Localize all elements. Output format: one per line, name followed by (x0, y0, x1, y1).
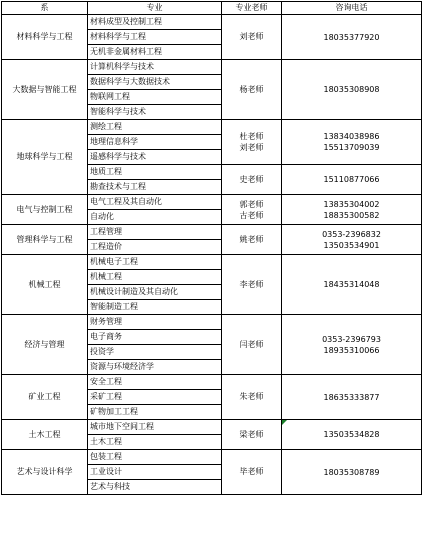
phone-cell (282, 15, 422, 60)
teacher-cell (222, 195, 282, 225)
major-cell: 财务管理 (88, 315, 222, 330)
table-row (2, 120, 422, 135)
phone-number: 18035308789 (323, 467, 380, 477)
major-cell: 土木工程 (88, 435, 222, 450)
major-cell: 城市地下空间工程 (88, 420, 222, 435)
phone-cell (282, 120, 422, 165)
major-cell: 包装工程 (88, 450, 222, 465)
dept-cell: 电气与控制工程 (2, 195, 88, 225)
dept-cell: 机械工程 (2, 255, 88, 315)
teacher-name: 郭老师 (239, 199, 264, 209)
phone-cell (282, 450, 422, 495)
phone-number: 13834038986 (323, 132, 380, 141)
phone-number: 15110877066 (323, 175, 380, 184)
major-cell: 勘查技术与工程 (88, 180, 222, 195)
teacher-cell: 姚老师 (222, 225, 282, 255)
phone-cell (282, 420, 422, 450)
dept-cell: 管理科学与工程 (2, 225, 88, 255)
major-cell: 安全工程 (88, 375, 222, 390)
major-cell: 矿物加工工程 (88, 405, 222, 420)
major-cell: 地质工程 (88, 165, 222, 180)
teacher-cell: 毕老师 (222, 450, 282, 495)
phone-number: 13503534901 (323, 240, 380, 250)
teacher-cell: 杨老师 (222, 60, 282, 120)
table-row (2, 450, 422, 465)
phone-number: 13835304002 (323, 199, 380, 209)
major-cell: 智能制造工程 (88, 300, 222, 315)
teacher-cell: 梁老师 (222, 420, 282, 450)
header-major: 专业 (88, 2, 222, 15)
teacher-cell: 朱老师 (222, 375, 282, 420)
major-cell: 遥感科学与技术 (88, 150, 222, 165)
teacher-cell: 李老师 (222, 255, 282, 315)
dept-cell: 艺术与设计科学 (2, 450, 88, 495)
major-cell: 电子商务 (88, 330, 222, 345)
major-cell: 材料科学与工程 (88, 30, 222, 45)
contact-table (1, 1, 422, 495)
dept-cell: 土木工程 (2, 420, 88, 450)
major-cell: 工程管理 (88, 225, 222, 240)
dept-cell: 矿业工程 (2, 375, 88, 420)
phone-number: 0353-2396832 (322, 229, 381, 239)
header-phone: 咨询电话 (282, 2, 422, 15)
major-cell: 工程造价 (88, 240, 222, 255)
major-cell: 智能科学与技术 (88, 105, 222, 120)
table-row (2, 15, 422, 30)
teacher-name: 古老师 (239, 210, 264, 220)
major-cell: 物联网工程 (88, 90, 222, 105)
dept-cell: 材料科学与工程 (2, 15, 88, 60)
phone-cell (282, 60, 422, 120)
table-row (2, 420, 422, 435)
dept-cell: 经济与管理 (2, 315, 88, 375)
phone-number: 18935310066 (323, 345, 380, 355)
table-header (2, 2, 422, 15)
major-cell: 资源与环境经济学 (88, 360, 222, 375)
major-cell: 电气工程及其自动化 (88, 195, 222, 210)
table-row (2, 195, 422, 210)
phone-cell (282, 225, 422, 255)
phone-number: 13503534828 (323, 430, 380, 439)
header-row (2, 2, 422, 15)
teacher-cell (222, 120, 282, 165)
major-cell: 采矿工程 (88, 390, 222, 405)
phone-cell (282, 375, 422, 420)
phone-number: 18435314048 (323, 280, 380, 289)
phone-number: 0353-2396793 (322, 334, 381, 344)
teacher-name: 刘老师 (239, 143, 264, 152)
table-row (2, 375, 422, 390)
phone-cell (282, 195, 422, 225)
teacher-cell: 刘老师 (222, 15, 282, 60)
teacher-cell: 闫老师 (222, 315, 282, 375)
comment-marker-icon (282, 420, 287, 425)
header-teacher: 专业老师 (222, 2, 282, 15)
major-cell: 投资学 (88, 345, 222, 360)
major-cell: 自动化 (88, 210, 222, 225)
teacher-name: 杜老师 (239, 132, 264, 141)
major-cell: 机械设计制造及其自动化 (88, 285, 222, 300)
phone-number: 18035308908 (323, 85, 380, 94)
major-cell: 工业设计 (88, 465, 222, 480)
phone-cell (282, 255, 422, 315)
phone-number: 18035377920 (323, 32, 380, 42)
phone-number: 18835300582 (323, 210, 380, 220)
major-cell: 机械工程 (88, 270, 222, 285)
major-cell: 材料成型及控制工程 (88, 15, 222, 30)
teacher-cell: 史老师 (222, 165, 282, 195)
major-cell: 机械电子工程 (88, 255, 222, 270)
phone-cell (282, 315, 422, 375)
major-cell: 数据科学与大数据技术 (88, 75, 222, 90)
table-body (2, 15, 422, 495)
table-row (2, 60, 422, 75)
major-cell: 计算机科学与技术 (88, 60, 222, 75)
major-cell: 无机非金属材料工程 (88, 45, 222, 60)
table-row (2, 255, 422, 270)
phone-number: 15513709039 (323, 143, 380, 152)
dept-cell: 地球科学与工程 (2, 120, 88, 195)
phone-number: 18635333877 (323, 392, 380, 402)
major-cell: 艺术与科技 (88, 480, 222, 495)
phone-cell (282, 165, 422, 195)
major-cell: 测绘工程 (88, 120, 222, 135)
table-row (2, 225, 422, 240)
header-dept: 系 (2, 2, 88, 15)
dept-cell: 大数据与智能工程 (2, 60, 88, 120)
table-row (2, 315, 422, 330)
major-cell: 地理信息科学 (88, 135, 222, 150)
